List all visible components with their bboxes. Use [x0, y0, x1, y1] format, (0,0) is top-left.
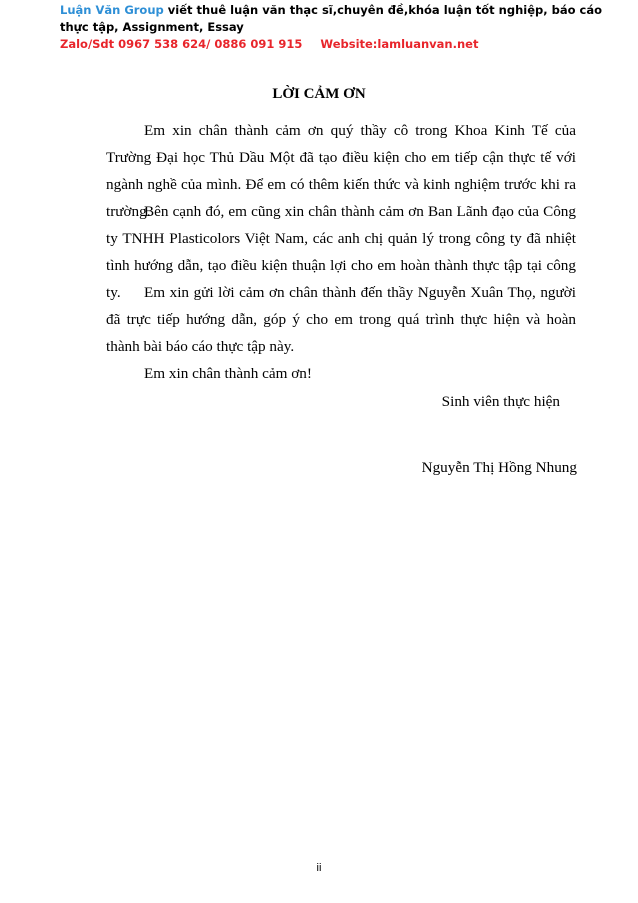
brand-name: Luận Văn Group: [60, 3, 164, 17]
signature-name: Nguyễn Thị Hồng Nhung: [421, 459, 577, 476]
page-number: ii: [316, 862, 322, 874]
contact-phone: Zalo/Sdt 0967 538 624/ 0886 091 915: [60, 37, 303, 51]
contact-line: [60, 36, 620, 53]
paragraph-text: Em xin chân thành cảm ơn!: [144, 365, 312, 382]
brand-tagline: viết thuê luận văn thạc sĩ,chuyên đề,khóa luận tốt nghiệp, báo cáo thực tập, Assignment, Essay: [60, 3, 602, 34]
paragraph-3: [106, 279, 576, 366]
paragraph-text: Bên cạnh đó, em cũng xin chân thành cảm ơn Ban Lãnh đạo của Công ty TNHH Plasticolors Việt Nam, các anh chị quản lý trong công ty đã nhiệt tình hướng dẫn, tạo điều kiện thuận lợi cho em hoàn thành thực tập tại công ty.: [106, 203, 576, 301]
header-line: [60, 2, 620, 36]
paragraph-text: Em xin gửi lời cảm ơn chân thành đến thầy Nguyễn Xuân Thọ, người đã trực tiếp hướng dẫn, góp ý cho em trong quá trình thực hiện và hoàn thành bài báo cáo thực tập này.: [106, 284, 576, 355]
paragraph-text: Em xin chân thành cảm ơn quý thầy cô trong Khoa Kinh Tế của Trường Đại học Thủ Dầu Một đã tạo điều kiện cho em tiếp cận thực tế với ngành nghề của mình. Để em có thêm kiến thức và kinh nghiệm trước khi ra trường.: [106, 122, 576, 220]
watermark-header: [60, 2, 620, 53]
signature-role: Sinh viên thực hiện: [441, 393, 560, 410]
paragraph-4: [106, 360, 576, 393]
page-title: LỜI CẢM ƠN: [272, 86, 366, 102]
contact-website: Website:lamluanvan.net: [320, 37, 479, 51]
